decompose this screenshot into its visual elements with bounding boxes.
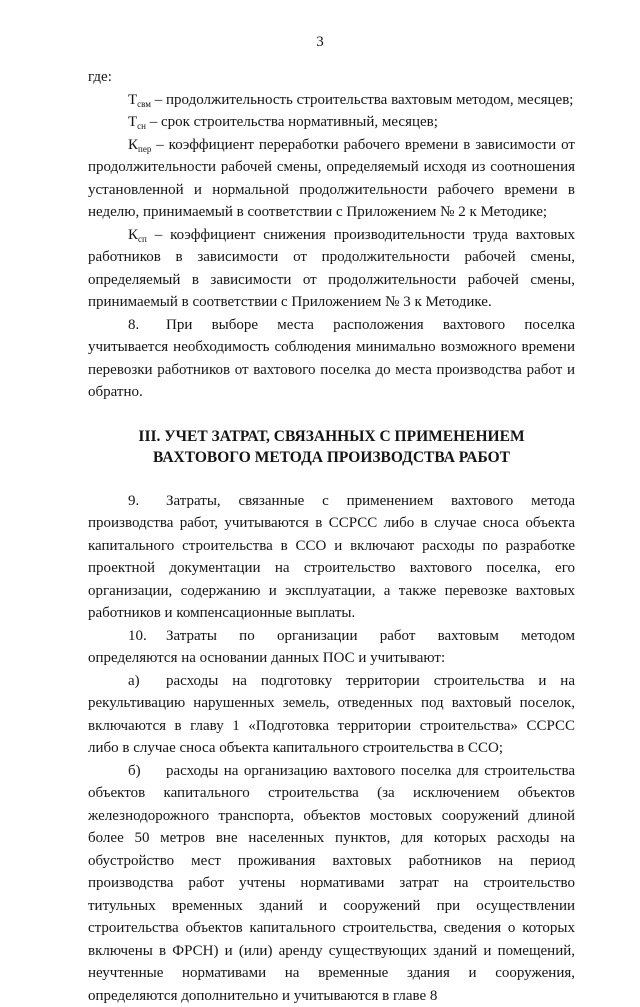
paragraph-8: 8. При выборе места расположения вахтового поселка учитывается необходимость соблюдения минимально возможного времени перевозки работников от вахтового поселка до места производства работ и обратно. bbox=[88, 314, 575, 404]
subparagraph-letter: а) bbox=[128, 670, 166, 693]
section-heading: III. УЧЕТ ЗАТРАТ, СВЯЗАННЫХ С ПРИМЕНЕНИЕМ ВАХТОВОГО МЕТОДА ПРОИЗВОДСТВА РАБОТ bbox=[88, 426, 575, 468]
paragraph-number: 8. bbox=[128, 314, 166, 337]
subparagraph-letter: б) bbox=[128, 760, 166, 783]
term-symbol: $К_{сп}$ bbox=[128, 227, 147, 243]
term-symbol: $Т_{свм}$ bbox=[128, 92, 151, 108]
definition-t-svm: $Т_{свм}$ – продолжительность строительства вахтовым методом, месяцев; bbox=[88, 89, 575, 112]
intro-text: где: bbox=[88, 66, 575, 89]
definition-t-sn: $Т_{сн}$ – срок строительства нормативный, месяцев; bbox=[88, 111, 575, 134]
paragraph-number: 9. bbox=[128, 490, 166, 513]
paragraph-9: 9. Затраты, связанные с применением вахтового метода производства работ, учитываются в ССРСС либо в случае сноса объекта капитального строительства в ССО и включают расходы по разработке проектной документации на строительство вахтового поселка, его организации, содержанию и эксплуатации, а также перевозке вахтовых работников и компенсационные выплаты. bbox=[88, 490, 575, 625]
subparagraph-a: а) расходы на подготовку территории строительства и на рекультивацию нарушенных земель, отведенных под вахтовый поселок, включаются в главу 1 «Подготовка территории строительства» ССРСС либо в случае сноса объекта капитального строительства в ССО; bbox=[88, 670, 575, 760]
term-symbol: $К_{пер}$ bbox=[128, 137, 151, 153]
subparagraph-b: б) расходы на организацию вахтового поселка для строительства объектов капитального строительства (за исключением объектов железнодорожного транспорта, объектов мостовых сооружений длиной более 50 метров вне населенных пунктов, для которых расходы на обустройство мест проживания вахтовых работников на период производства работ учтены нормативами затрат на строительство титульных временных зданий и сооружений при осуществлении строительства объектов капитального строительства, сведения о которых включены в ФРСН) и (или) аренду существующих зданий и помещений, неучтенные нормативами на временные здания и сооружения, определяются дополнительно и учитываются в главе 8 bbox=[88, 760, 575, 1007]
term-symbol: $Т_{сн}$ bbox=[128, 114, 146, 130]
page-number: 3 bbox=[0, 34, 640, 51]
paragraph-number: 10. bbox=[128, 625, 166, 648]
definition-k-per: $К_{пер}$ – коэффициент переработки рабочего времени в зависимости от продолжительности рабочей смены, определяемый исходя из соотношения установленной и нормальной продолжительности рабочего времени в неделю, принимаемый в соответствии с Приложением № 2 к Методике; bbox=[88, 134, 575, 224]
document-body bbox=[88, 66, 575, 1007]
definition-k-sp: $К_{сп}$ – коэффициент снижения производительности труда вахтовых работников в зависимости от продолжительности рабочей смены, определяемый в зависимости от продолжительности рабочей смены, принимаемый в соответствии с Приложением № 3 к Методике. bbox=[88, 224, 575, 314]
paragraph-10: 10. Затраты по организации работ вахтовым методом определяются на основании данных ПОС и учитывают: bbox=[88, 625, 575, 670]
